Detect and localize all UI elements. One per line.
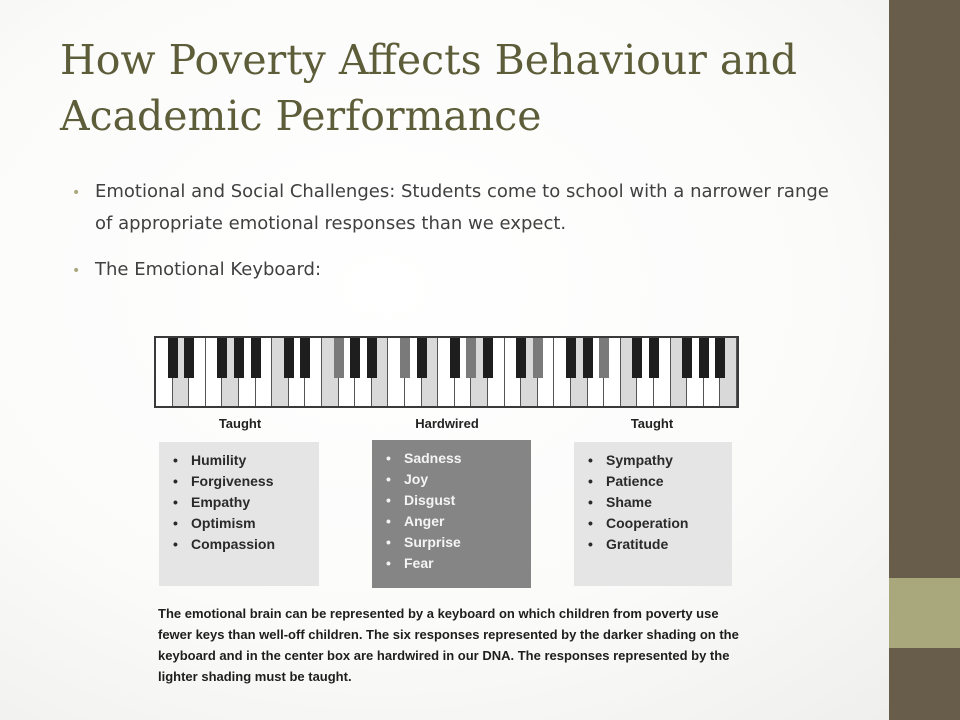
emotion-label: Sympathy	[606, 452, 673, 468]
emotion-item: • Sadness	[386, 450, 462, 466]
black-key	[168, 338, 178, 378]
black-key	[533, 338, 543, 378]
emotion-label: Disgust	[404, 492, 456, 508]
emotion-label: Anger	[404, 513, 445, 529]
sidebar-decoration	[889, 0, 960, 720]
emotion-label: Sadness	[404, 450, 462, 466]
black-key	[583, 338, 593, 378]
black-key	[566, 338, 576, 378]
sidebar-accent-block	[889, 578, 960, 648]
black-key	[350, 338, 360, 378]
emotion-item: • Sympathy	[588, 452, 673, 468]
black-key	[599, 338, 609, 378]
emotion-label: Fear	[404, 555, 434, 571]
slide-title: How Poverty Affects Behaviour and Academic Performance	[60, 36, 797, 140]
black-key	[699, 338, 709, 378]
bullet-dot-icon: •	[72, 185, 81, 201]
black-key	[632, 338, 642, 378]
emotion-label: Forgiveness	[191, 473, 274, 489]
emotion-item: • Fear	[386, 555, 434, 571]
black-key	[234, 338, 244, 378]
emotion-label: Compassion	[191, 536, 276, 552]
emotion-label: Optimism	[191, 515, 256, 531]
figure-caption: The emotional brain can be represented by a keyboard on which children from poverty use fewer keys than well-off children. The six responses represented by the darker shading on the keyboard and in the center box are hardwired in our DNA. The responses represented by the lighter shading must be taught.	[158, 606, 739, 684]
black-key	[400, 338, 410, 378]
emotion-label: Humility	[191, 452, 247, 468]
black-key	[715, 338, 725, 378]
black-key	[284, 338, 294, 378]
emotion-item: • Patience	[588, 473, 664, 489]
emotion-item: • Anger	[386, 513, 445, 529]
black-key	[367, 338, 377, 378]
black-key	[466, 338, 476, 378]
emotional-keyboard-figure	[154, 336, 739, 692]
bullet-dot-icon: •	[72, 263, 81, 279]
black-key	[251, 338, 261, 378]
emotion-list	[588, 450, 732, 555]
taught-box-right	[574, 442, 732, 586]
emotion-list	[173, 450, 319, 555]
black-key	[334, 338, 344, 378]
black-key	[649, 338, 659, 378]
black-key	[217, 338, 227, 378]
bullet-item	[71, 176, 831, 240]
emotion-label: Patience	[606, 473, 664, 489]
column-heading-taught-left: Taught	[218, 416, 262, 431]
black-key	[450, 338, 460, 378]
black-key	[682, 338, 692, 378]
bullet-list	[71, 176, 831, 300]
emotion-item: • Optimism	[173, 515, 256, 531]
hardwired-box	[372, 440, 531, 588]
bullet-item	[71, 254, 831, 286]
emotion-item: • Shame	[588, 494, 652, 510]
emotion-label: Cooperation	[606, 515, 689, 531]
taught-box-left	[159, 442, 319, 586]
emotion-label: Joy	[404, 471, 429, 487]
emotion-item: • Surprise	[386, 534, 461, 550]
emotion-item: • Disgust	[386, 492, 456, 508]
emotion-label: Gratitude	[606, 536, 669, 552]
black-key	[184, 338, 194, 378]
emotion-label: Surprise	[404, 534, 461, 550]
bullet-text: The Emotional Keyboard:	[95, 259, 322, 280]
emotion-item: • Empathy	[173, 494, 251, 510]
black-key	[417, 338, 427, 378]
emotion-item: • Compassion	[173, 536, 276, 552]
column-heading-taught-right: Taught	[630, 416, 674, 431]
black-key	[300, 338, 310, 378]
emotion-label: Empathy	[191, 494, 251, 510]
emotion-item: • Forgiveness	[173, 473, 274, 489]
column-heading-hardwired: Hardwired	[415, 416, 479, 431]
emotion-list	[386, 448, 531, 574]
emotion-label: Shame	[606, 494, 652, 510]
emotion-item: • Joy	[386, 471, 429, 487]
black-key	[516, 338, 526, 378]
bullet-text: Emotional and Social Challenges: Students come to school with a narrower range of appropriate emotional responses than we expect.	[95, 181, 829, 234]
black-key	[483, 338, 493, 378]
emotion-item: • Cooperation	[588, 515, 689, 531]
emotion-item: • Gratitude	[588, 536, 669, 552]
piano-keyboard-illustration	[154, 336, 739, 408]
emotion-item: • Humility	[173, 452, 247, 468]
